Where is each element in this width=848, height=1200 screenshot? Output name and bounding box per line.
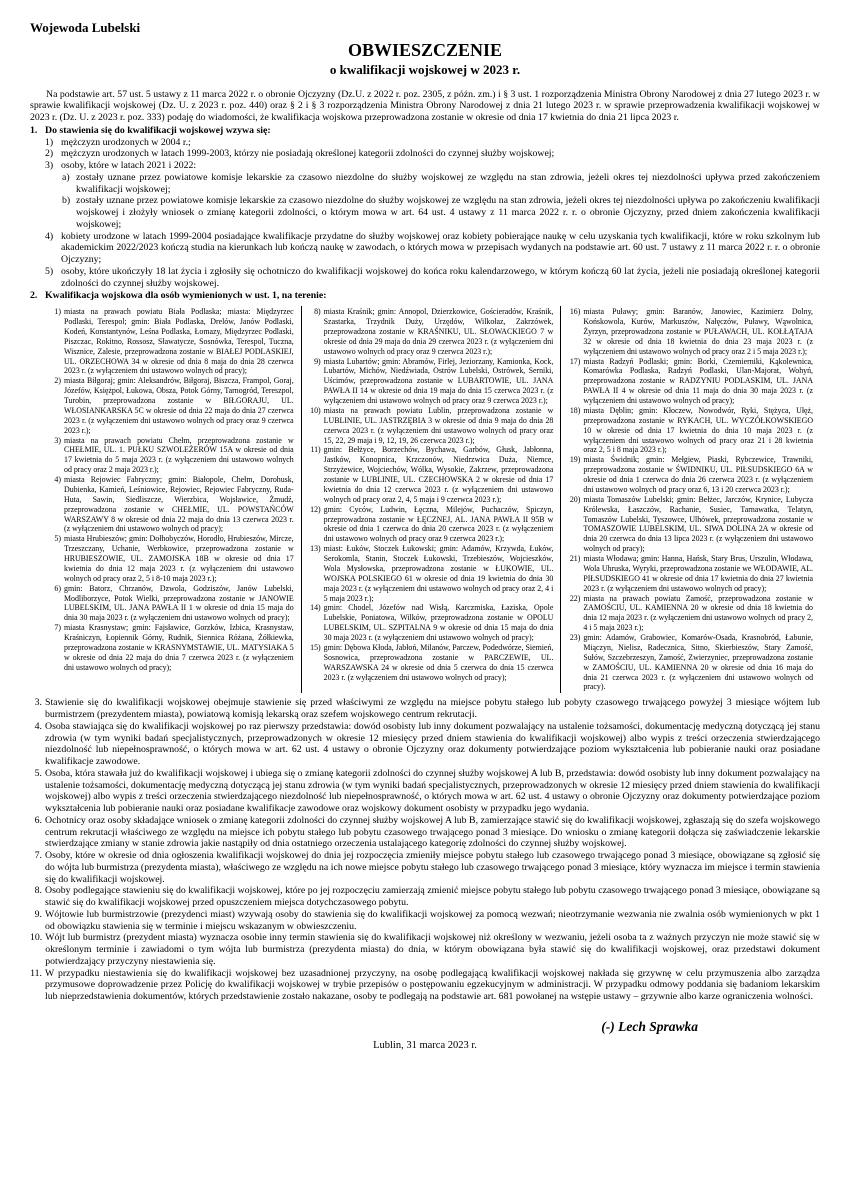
territory-item-row [307, 307, 554, 356]
call-up-item-text: osoby, które ukończyły 18 lat życia i zgłosiły się ochotniczo do kwalifikacji wojskowej do końca roku kalendarzowego, w którym kończą 60 lat życia, jeżeli nie posiadają określonej kategorii zdolności do czynnej służby wojskowej. [61, 265, 820, 289]
provision-text: Wójt lub burmistrz (prezydent miasta) wyznacza osobie inny termin stawienia się do kwalifikacji wojskowej niż określony w wezwaniu, jeżeli osoba ta z ważnych przyczyn nie może stawić się w określonym terminie i zawiadomi o tym wójta lub burmistrza (prezydenta miasta) do dnia, w którym obowiązana była stawić się do kwalifikacji wojskowej, oraz przedstawi dokument potwierdzający przyczyny niestawienia się. [45, 932, 820, 967]
territory-item-number: 12) [310, 504, 321, 514]
provision-row [30, 721, 820, 768]
territory-item-row [566, 307, 813, 356]
territory-item-text: gmin: Bełżyce, Borzechów, Bychawa, Garbów, Głusk, Jabłonna, Jastków, Konopnica, Krzczonów, Niedrzwica Duża, Niemce, Strzyżewice, Wojciechów, Wólka, Wysokie, Zakrzew, przeprowadzona zostanie w LUBLINIE, UL. CZECHOWSKA 2 w okresie od dnia 17 kwietnia do dnia 12 czerwca 2023 r. (z wyłączeniem dni ustawowo wolnych od pracy oraz 2, 4, 5 maja i 9 czerwca 2023 r.); [323, 445, 554, 504]
section1-items [45, 137, 820, 290]
territory-item-number: 2) [54, 376, 61, 386]
territory-item-number: 8) [314, 307, 321, 317]
provision-row [30, 768, 820, 815]
territory-item-row [566, 633, 813, 692]
call-up-subitem-number: a) [62, 171, 70, 183]
territory-item-row [307, 603, 554, 643]
territory-item-row [307, 445, 554, 504]
provision-text: Wójtowie lub burmistrzowie (prezydenci miast) wzywają osoby do stawienia się do kwalifikacji wojskowej za pomocą wezwań; nieotrzymanie wezwania nie zwalnia osób wymienionych w pkt 1 od obowiązku stawienia się w terminie i miejscu wskazanym w obwieszczeniu. [45, 908, 820, 932]
place-and-date: Lublin, 31 marca 2023 r. [373, 1039, 477, 1051]
territory-columns [42, 306, 820, 693]
call-up-subitem-text: zostały uznane przez powiatowe komisje lekarskie za czasowo niezdolne do służby wojskowej ze względu na stan zdrowia, jeżeli okres tej niezdolności upływa przed zakończeniem kwalifikacji wojskowej; [76, 171, 820, 195]
territory-item-text: miasta Lubartów; gmin: Abramów, Firlej, Jeziorzany, Kamionka, Kock, Lubartów, Michów, Niedźwiada, Ostrów Lubelski, Ostrówek, Serniki, Uścimów, przeprowadzona zostanie w LUBARTOWIE, UL. JANA PAWŁA II 14 w okresie od dnia 19 maja do dnia 15 czerwca 2023 r. (z wyłączeniem dni ustawowo wolnych od pracy oraz 9 czerwca 2023 r.); [323, 356, 554, 406]
call-up-item-text: kobiety urodzone w latach 1999-2004 posiadające kwalifikacje przydatne do służby wojskowej oraz kobiety pobierające naukę w celu uzyskania tych kwalifikacji, które w roku szkolnym lub akademickim 2022/2023 kończą studia na kierunkach lub kończą naukę w zawodach, o których mowa w przepisach wydanych na podstawie art. 60 ust. 7 ustawy z 11 marca 2022 r. r. o obronie Ojczyzny; [61, 230, 820, 266]
territory-item-row [47, 436, 294, 476]
provision-number: 4. [34, 720, 42, 732]
territory-item-row [47, 623, 294, 672]
call-up-item-text: osoby, które w latach 2021 i 2022: [61, 160, 197, 172]
territory-item-text: miasta Puławy; gmin: Baranów, Janowiec, Kazimierz Dolny, Końskowola, Kurów, Markuszów, Nałęczów, Puławy, Wąwolnica, Żyrzyn, przeprowadzona zostanie w PUŁAWACH, UL. KOŁŁĄTAJA 32 w okresie od dnia 18 kwietnia do dnia 23 maja 2023 r. (z wyłączeniem dni ustawowo wolnych od pracy oraz 2 i 5 maja 2023 r.); [583, 307, 814, 356]
territory-item-row [47, 307, 294, 376]
territory-item-number: 14) [310, 603, 321, 613]
territory-item-number: 21) [569, 554, 581, 564]
call-up-item-row [45, 266, 820, 290]
call-up-item-number: 5) [45, 265, 54, 277]
territory-item-text: miasta Świdnik; gmin: Mełgiew, Piaski, Rybczewice, Trawniki, przeprowadzona zostanie w ŚWIDNIKU, UL. PIŁSUDSKIEGO 6A w okresie od dnia 1 czerwca do dnia 26 czerwca 2023 r. (z wyłączeniem dni ustawowo wolnych od pracy oraz 6, 13 i 20 czerwca 2023 r.); [583, 455, 814, 494]
territory-item-text: miasta Radzyń Podlaski; gmin: Borki, Czemierniki, Kąkolewnica, Komarówka Podlaska, Radzyń Podlaski, Ulan-Majorat, Wohyń, przeprowadzona zostanie w RADZYNIU PODLASKIM, UL. JANA PAWŁA II 4 w okresie od dnia 11 maja do dnia 30 maja 2023 r. (z wyłączeniem dni ustawowo wolnych od pracy); [583, 356, 814, 406]
territory-column-3 [561, 306, 820, 693]
territory-item-row [307, 643, 554, 683]
territory-item-text: gmin: Chodel, Józefów nad Wisłą, Karczmiska, Łaziska, Opole Lubelskie, Poniatowa, Wilków, przeprowadzona zostanie w OPOLU LUBELSKIM, UL. SZPITALNA 9 w okresie od dnia 15 maja do dnia 30 maja 2023 r. (z wyłączeniem dni ustawowo wolnych od pracy); [323, 603, 554, 643]
territory-item-row [307, 544, 554, 603]
territory-item-text: gmin: Cyców, Ludwin, Łęczna, Milejów, Puchaczów, Spiczyn, przeprowadzona zostanie w ŁĘCZNEJ, AL. JANA PAWŁA II 95B w okresie od dnia 1 czerwca do dnia 20 czerwca 2023 r. (z wyłączeniem dni ustawowo wolnych od pracy oraz 9 czerwca 2023 r.); [323, 504, 554, 544]
territory-item-number: 9) [314, 356, 321, 366]
territory-item-text: miasta na prawach powiatu Biała Podlaska; miasta: Międzyrzec Podlaski, Terespol; gmin: Biała Podlaska, Drelów, Janów Podlaski, Kodeń, Konstantynów, Leśna Podlaska, Łomazy, Międzyrzec Podlaski, Piszczac, Rokitno, Rossosz, Sławatycze, Sosnówka, Terespol, Tuczna, Wisznice, Zalesie, przeprowadzona zostanie w BIAŁEJ PODLASKIEJ, UL. ORZECHOWA 34 w okresie od dnia 8 maja do dnia 28 czerwca 2023 r. (z wyłączeniem dni ustawowo wolnych od pracy); [64, 307, 294, 376]
territory-item-row [47, 584, 294, 624]
territory-item-number: 16) [569, 307, 581, 317]
signature: (-) Lech Sprawka [601, 1018, 698, 1034]
territory-item-number: 10) [310, 405, 321, 415]
territory-item-text: miasta na prawach powiatu Lublin, przeprowadzona zostanie w LUBLINIE, UL. JASTRZĘBIA 3 w okresie od dnia 9 maja do dnia 28 czerwca 2023 r. (z wyłączeniem dni ustawowo wolnych od pracy oraz 15, 22, 29 maja i 9, 12, 19, 26 czerwca 2023 r.); [323, 405, 554, 445]
provisions [30, 697, 820, 1003]
territory-item-text: miasta na prawach powiatu Zamość, przeprowadzona zostanie w ZAMOŚCIU, UL. KAMIENNA 20 w okresie od dnia 18 kwietnia do dnia 12 maja 2023 r. (z wyłączeniem dni ustawowo wolnych od pracy 2, 4 i 5 maja 2023 r.); [583, 593, 814, 633]
call-up-subitem-number: b) [62, 195, 71, 207]
provision-text: Osoba, która stawała już do kwalifikacji wojskowej i ubiega się o zmianę kategorii zdolności do czynnej służby wojskowej A lub B, przedstawia: dowód osobisty lub inny dokument pozwalający na ustalenie tożsamości, dokumentację medyczną dotyczącą jej stanu zdrowia (w tym wyniki badań specjalistycznych, przeprowadzonych w okresie 12 miesięcy przed dniem stawienia do kwalifikacji wojskowej) albo wypis z treści orzeczenia stwierdzającego niezdolność lub niepełnosprawność, o których mowa w art. 62 ust. 4 ustawy o obronie Ojczyzny oraz dokumenty potwierdzające poziom wykształcenia lub pobieranie nauki oraz posiadane kwalifikacje zawodowe oraz wojskowy dokument osobisty w przypadku jego wydania. [45, 767, 820, 815]
territory-item-text: miasta Hrubieszów; gmin: Dołhobyczów, Horodło, Hrubieszów, Mircze, Trzeszczany, Uchanie, Werbkowice, przeprowadzona zostanie w HRUBIESZOWIE, UL. ZAMOJSKA 18B w okresie od dnia 17 kwietnia do dnia 12 maja 2023 r. (z wyłączeniem dni ustawowo wolnych od pracy oraz 2, 5 i 8-10 maja 2023 r.); [64, 534, 294, 583]
territory-item-row [566, 554, 813, 594]
section1-heading-row [30, 125, 820, 137]
territory-item-row [566, 594, 813, 634]
call-up-item-number: 4) [45, 230, 54, 242]
document-author: Wojewoda Lubelski [30, 20, 141, 35]
call-up-item-number: 1) [45, 136, 54, 148]
territory-item-text: miasta Dęblin; gmin: Kłoczew, Nowodwór, Ryki, Stężyca, Ułęż, przeprowadzona zostanie w RYKACH, UL. WYCZÓŁKOWSKIEGO 10 w okresie od dnia 17 kwietnia do dnia 10 maja 2023 r. (z wyłączeniem dni ustawowo wolnych od pracy oraz 21 i 28 kwietnia oraz 2, 5 i 8 maja 2023 r.); [583, 405, 814, 455]
territory-item-text: gmin: Adamów, Grabowiec, Komarów-Osada, Krasnobród, Łabunie, Miączyn, Nielisz, Radecznica, Sitno, Skierbieszów, Stary Zamość, Sułów, Szczebrzeszyn, Zamość, Zwierzyniec, przeprowadzona zostanie w ZAMOŚCIU, UL. KAMIENNA 20 w okresie od dnia 16 maja do dnia 21 czerwca 2023 r. (z wyłączeniem dni ustawowo wolnych od pracy). [583, 633, 814, 692]
territory-item-number: 1) [54, 307, 61, 317]
provision-text: Stawienie się do kwalifikacji wojskowej obejmuje stawienie się przed właściwymi ze względu na miejsce pobytu stałego lub pobyty czasowego trwającego powyżej 3 miesiące wójtem lub burmistrzem (prezydentem miasta), powiatową komisją lekarską oraz szefem wojskowego centrum rekrutacji. [45, 697, 820, 721]
call-up-item-row [45, 137, 820, 149]
territory-item-number: 20) [569, 494, 581, 504]
territory-item-number: 4) [54, 475, 61, 485]
territory-item-number: 7) [54, 623, 61, 633]
provision-row [30, 885, 820, 909]
provision-row [30, 968, 820, 1003]
territory-item-number: 5) [54, 534, 61, 544]
territory-item-row [307, 505, 554, 545]
territory-item-text: miasta Kraśnik; gmin: Annopol, Dzierzkowice, Gościeradów, Kraśnik, Szastarka, Trzydnik Duży, Urzędów, Wilkołaz, Zakrzówek, przeprowadzona zostanie w KRAŚNIKU, UL. SŁOWACKIEGO 7 w okresie od dnia 29 maja do dnia 29 czerwca 2023 r. (z wyłączeniem dni ustawowo wolnych od pracy oraz 9 czerwca 2023 r.); [323, 307, 554, 356]
territory-item-text: gmin: Batorz, Chrzanów, Dzwola, Godziszów, Janów Lubelski, Modliborzyce, Potok Wielki, przeprowadzona zostanie w JANOWIE LUBELSKIM, UL. JANA PAWŁA II 1 w okresie od dnia 15 maja do dnia 30 maja 2023 r. (z wyłączeniem dni ustawowo wolnych od pracy); [64, 583, 294, 623]
territory-item-number: 15) [310, 642, 321, 652]
provision-number: 3. [34, 697, 42, 709]
call-up-subitem-row [62, 172, 820, 196]
document-title: OBWIESZCZENIE [347, 40, 503, 60]
provision-number: 11. [30, 967, 42, 979]
territory-item-row [566, 495, 813, 554]
section1-number: 1. [30, 124, 38, 136]
provision-number: 6. [34, 814, 42, 826]
section1-heading: Do stawienia się do kwalifikacji wojskowej wzywa się: [45, 124, 271, 136]
territory-item-number: 11) [310, 445, 321, 455]
call-up-item-row [45, 231, 820, 266]
provision-row [30, 909, 820, 933]
territory-item-row [47, 534, 294, 583]
territory-item-number: 13) [310, 544, 321, 554]
territory-item-text: miasta Włodawa; gmin: Hanna, Hańsk, Stary Brus, Urszulin, Włodawa, Wola Uhruska, Wyryki, przeprowadzona zostanie we WŁODAWIE, AL. PIŁSUDSKIEGO 41 w okresie od dnia 17 kwietnia do dnia 27 kwietnia 2023 r. (z wyłączeniem dni ustawowo wolnych od pracy); [583, 554, 814, 593]
provision-row [30, 697, 820, 721]
intro-paragraph: Na podstawie art. 57 ust. 5 ustawy z 11 marca 2022 r. o obronie Ojczyzny (Dz.U. z 2022 r. poz. 2305, z późn. zm.) i § 3 ust. 1 rozporządzenia Ministra Obrony Narodowej z dnia 27 lutego 2023 r. w sprawie kwalifikacji wojskowej (Dz. U. z 2023 r. poz. 440) oraz § 2 i § 3 rozporządzenia Ministra Obrony Narodowej z dnia 21 lutego 2023 r. w sprawie przeprowadzenia kwalifikacji wojskowej w 2023 r. (Dz. U. z 2023 r. poz. 333) podaję do wiadomości, że kwalifikacja wojskowa przeprowadzona zostanie w okresie od dnia 17 kwietnia do dnia 21 lipca 2023 r. [30, 88, 820, 124]
territory-item-row [566, 357, 813, 406]
provision-row [30, 850, 820, 885]
territory-column-2 [301, 306, 562, 693]
provision-text: Osoba stawiająca się do kwalifikacji wojskowej po raz pierwszy przedstawia: dowód osobisty lub inny dokument pozwalający na ustalenie tożsamości, dokumentację medyczną dotyczącą jej stanu zdrowia (w tym wyniki badań specjalistycznych, przeprowadzonych w okresie 12 miesięcy przed dniem stawienia do kwalifikacji wojskowej) albo wypis z treści orzeczenia stwierdzającego niezdolność lub niepełnosprawność, o których mowa w art. 62 ust. 4 ustawy o obronie Ojczyzny oraz dokumenty potwierdzające poziom wykształcenia lub pobieranie nauki oraz posiadane kwalifikacje zawodowe. [45, 720, 820, 768]
section2-heading-row [30, 290, 820, 302]
provision-text: W przypadku niestawienia się do kwalifikacji wojskowej bez uzasadnionej przyczyny, na osobę podlegającą kwalifikacji wojskowej nakłada się grzywnę w celu przymuszenia albo zarządza przymusowe doprowadzenie przez Policję do kwalifikacji wojskowej w trybie przepisów o postępowaniu egzekucyjnym w administracji. W przypadku odmowy poddania się badaniom lekarskim lub nieprzedstawienia dokumentów, których przedstawienie zostało nakazane, osoby te podlegają na podstawie art. 681 powołanej na wstępie ustawy – grzywnie albo karze ograniczenia wolności. [45, 967, 820, 1003]
territory-item-row [307, 357, 554, 406]
territory-item-number: 22) [569, 593, 581, 603]
territory-item-number: 18) [569, 405, 581, 415]
provision-row [30, 815, 820, 850]
provision-row [30, 932, 820, 967]
territory-item-number: 6) [54, 583, 61, 593]
territory-item-number: 3) [54, 435, 61, 445]
call-up-item-number: 3) [45, 160, 54, 172]
territory-item-number: 19) [569, 455, 581, 465]
territory-item-row [47, 475, 294, 534]
provision-number: 5. [34, 767, 42, 779]
provision-text: Osoby, które w okresie od dnia ogłoszenia kwalifikacji wojskowej do dnia jej rozpoczęcia zmieniły miejsce pobytu stałego lub czasowego trwającego ponad 3 miesiące, obowiązane są zgłosić się do wójta lub burmistrza (prezydenta miasta), właściwego ze względu na ich nowe miejsce pobytu stałego lub czasowego trwającego ponad 3 miesiące, który wyznacza im miejsce i termin stawienia się do kwalifikacji wojskowej. [45, 850, 820, 885]
territory-item-row [47, 376, 294, 435]
territory-item-row [307, 406, 554, 446]
territory-item-text: miast: Łuków, Stoczek Łukowski; gmin: Adamów, Krzywda, Łuków, Serokomla, Stanin, Stoczek Łukowski, Trzebieszów, Wojcieszków, Wola Mysłowska, przeprowadzona zostanie w ŁUKOWIE, UL. WOJSKA POLSKIEGO 61 w okresie od dnia 19 kwietnia do dnia 30 maja 2023 r. (z wyłączeniem dni ustawowo wolnych od pracy oraz 2, 4 i 5 maja 2023 r.); [323, 544, 554, 603]
call-up-item-number: 2) [45, 148, 54, 160]
territory-item-text: miasta na prawach powiatu Chełm, przeprowadzona zostanie w CHEŁMIE, UL. 1. PUŁKU SZWOLEŻERÓW 15A w okresie od dnia 17 kwietnia do 5 maja 2023 r. (z wyłączeniem dni ustawowo wolnych od pracy oraz 2 maja 2023 r.); [64, 435, 294, 475]
provision-number: 7. [34, 850, 42, 862]
call-up-subitem-text: zostały uznane przez powiatowe komisje lekarskie za czasowo niezdolne do służby wojskowej ze względu na stan zdrowia, jeżeli okres tej niezdolności upływa po zakończeniu kwalifikacji wojskowej i złożyły wniosek o zmianę kategorii zdolności, o którym mowa w art. 64 ust. 4 ustawy z 11 marca 2022 r. r. o obronie Ojczyzny, przed dniem zakończenia kwalifikacji wojskowej; [76, 195, 820, 230]
call-up-item-text: mężczyzn urodzonych w 2004 r.; [61, 136, 191, 148]
territory-item-row [566, 406, 813, 455]
provision-text: Osoby podlegające stawieniu się do kwalifikacji wojskowej, które po jej rozpoczęciu zamierzają zmienić miejsce pobytu stałego lub pobytu czasowego trwającego ponad 3 miesiące, obowiązane są stawić się do kwalifikacji wojskowej przed opuszczeniem miejsca dotychczasowego pobytu. [45, 885, 820, 909]
provision-number: 9. [34, 908, 42, 920]
provision-number: 10. [30, 932, 43, 944]
call-up-subitem-row [62, 195, 820, 230]
territory-item-row [566, 455, 813, 495]
document-subtitle: o kwalifikacji wojskowej w 2023 r. [329, 61, 521, 77]
section2-heading: Kwalifikacja wojskowa dla osób wymienionych w ust. 1, na terenie: [45, 290, 327, 302]
provision-text: Ochotnicy oraz osoby składające wniosek o zmianę kategorii zdolności do czynnej służby wojskowej A lub B, zamierzające stawić się do kwalifikacji wojskowej, zgłaszają się do szefa wojskowego centrum rekrutacji właściwego ze względu na miejsce ich pobytu stałego lub pobytu czasowego trwającego ponad 3 miesiące. Do wniosku o zmianę kategorii dołącza się zaświadczenie lekarskie stwierdzające zmiany w stanie zdrowia jakie nastąpiły od dnia ostatniego orzeczenia ustalającego kategorię zdolności do czynnej służby wojskowej. [45, 814, 820, 850]
territory-item-text: gmin: Dębowa Kłoda, Jabłoń, Milanów, Parczew, Podedwórze, Siemień, Sosnowica, przeprowadzona zostanie w PARCZEWIE, UL. WARSZAWSKA 24 w okresie od dnia 5 czerwca do dnia 15 czerwca 2023 r. (z wyłączeniem dni ustawowo wolnych od pracy); [323, 642, 554, 682]
provision-number: 8. [34, 885, 42, 897]
territory-column-1 [42, 306, 301, 693]
section2-number: 2. [30, 290, 38, 302]
call-up-item-text: mężczyzn urodzonych w latach 1999-2003, którzy nie posiadają określonej kategorii zdolności do czynnej służby wojskowej; [61, 148, 555, 160]
territory-item-number: 17) [569, 356, 581, 366]
call-up-item-row [45, 160, 820, 172]
territory-item-text: miasta Tomaszów Lubelski; gmin: Bełżec, Jarczów, Krynice, Lubycza Królewska, Łaszczów, Rachanie, Susiec, Tarnawatka, Telatyn, Tomaszów Lubelski, Tyszowce, Ulhówek, przeprowadzona zostanie w TOMASZOWIE LUBELSKIM, UL. SIWA DOLINA 2A w okresie od dnia 20 czerwca do dnia 13 lipca 2023 r. (z wyłączeniem dni ustawowo wolnych od pracy); [583, 494, 814, 554]
territory-item-text: miasta Biłgoraj; gmin: Aleksandrów, Biłgoraj, Biszcza, Frampol, Goraj, Józefów, Księżpol, Łukowa, Obsza, Potok Górny, Tarnogród, Tereszpol, Turobin, przeprowadzona zostanie w BIŁGORAJU, UL. WŁOSIANKARSKA 5C w okresie od dnia 22 maja do dnia 27 czerwca 2023 r. (z wyłączeniem dni ustawowo wolnych od pracy oraz 9 czerwca 2023 r.); [64, 376, 294, 435]
territory-item-text: miasta Rejowiec Fabryczny; gmin: Białopole, Chełm, Dorohusk, Dubienka, Kamień, Leśniowice, Rejowiec, Rejowiec Fabryczny, Ruda-Huta, Sawin, Siedliszcze, Wierzbica, Wojsławice, Żmudź, przeprowadzona zostanie w CHEŁMIE, UL. POWSTAŃCÓW WARSZAWY 8 w okresie od dnia 22 maja do dnia 13 czerwca 2023 r. (z wyłączeniem dni ustawowo wolnych od pracy); [64, 475, 294, 534]
territory-item-number: 23) [569, 633, 581, 643]
territory-item-text: miasta Krasnystaw; gmin: Fajsławice, Gorzków, Izbica, Krasnystaw, Kraśniczyn, Łopiennik Górny, Rudnik, Siennica Różana, Żółkiewka, przeprowadzona zostanie w KRASNYMSTAWIE, UL. MATYSIAKA 5 w okresie od dnia 22 maja do dnia 7 czerwca 2023 r. (z wyłączeniem dni ustawowo wolnych od pracy); [64, 623, 294, 672]
call-up-item-row [45, 148, 820, 160]
